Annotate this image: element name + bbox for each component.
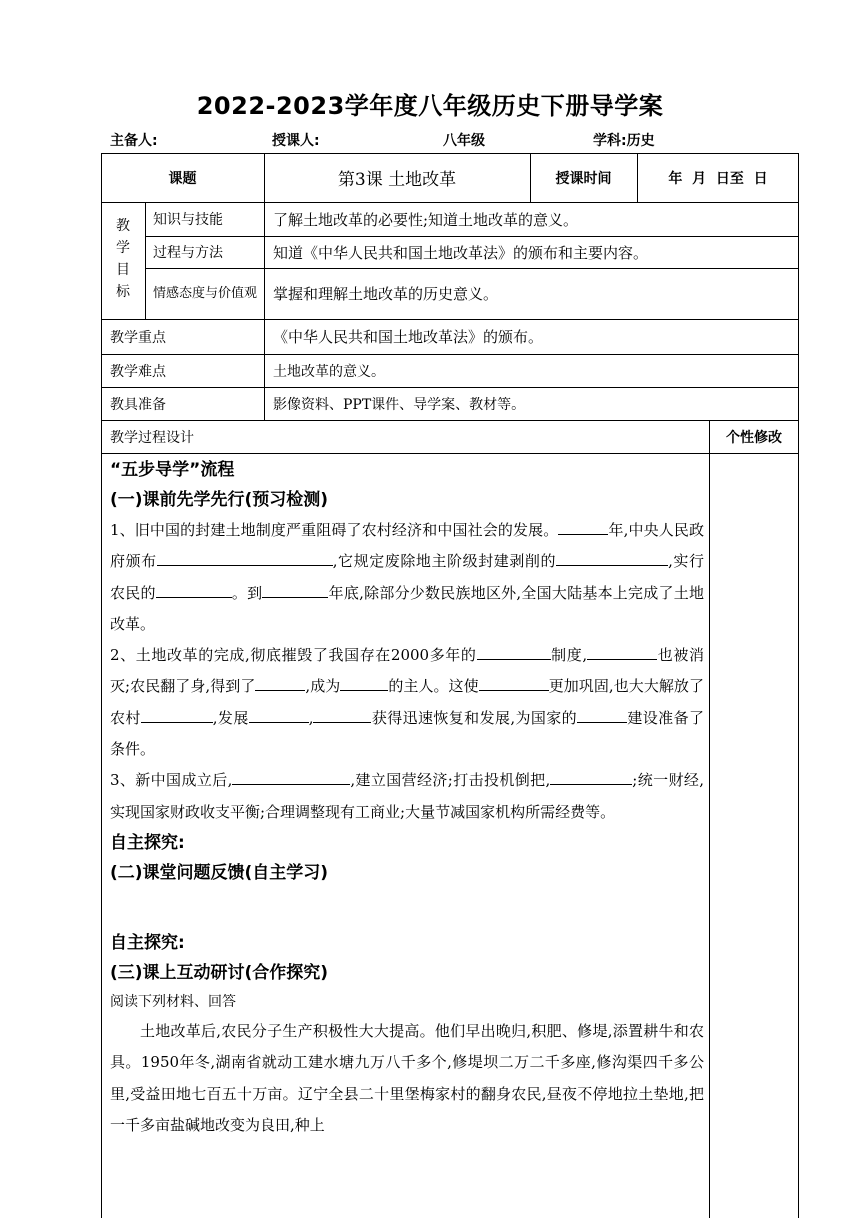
section-3-heading: (三)课上互动研讨(合作探究) (110, 962, 329, 983)
blank[interactable] (479, 674, 549, 691)
explore-heading-1: 自主探究: (110, 832, 185, 853)
difficulty-value: 土地改革的意义。 (273, 363, 385, 380)
time-value: 年 月 日至 日 (668, 170, 768, 187)
topic-label: 课题 (168, 170, 197, 187)
blank[interactable] (141, 706, 213, 723)
blank[interactable] (556, 549, 668, 566)
blank[interactable] (577, 706, 627, 723)
objective-value-process: 知道《中华人民共和国土地改革法》的颁布和主要内容。 (273, 243, 649, 262)
read-instruction: 阅读下列材料、回答 (110, 993, 236, 1010)
question-2: 2、土地改革的完成,彻底摧毁了我国存在2000多年的 制度, 也被消灭;农民翻了身,得到了 ,成为 的主人。这使 更加巩固,也大大解放了农村 ,发展 , 获得迅速恢复和发展,为国家的 建设准备了条件。 (110, 640, 704, 765)
blank[interactable] (157, 549, 333, 566)
question-3: 3、新中国成立后, ,建立国营经济;打击投机倒把, ;统一财经,实现国家财政收支平衡;合理调整现有工商业;大量节减国家机构所需经费等。 (110, 765, 704, 828)
document-title: 2022-2023学年度八年级历史下册导学案 (196, 92, 664, 120)
blank[interactable] (255, 674, 305, 691)
meta-grade: 八年级 (443, 133, 485, 149)
objective-label-knowledge: 知识与技能 (153, 212, 223, 228)
section-1-heading: (一)课前先学先行(预习检测) (110, 490, 329, 510)
topic-value: 第3课 土地改革 (337, 170, 457, 190)
blank[interactable] (232, 768, 350, 785)
objective-value-knowledge: 了解土地改革的必要性;知道土地改革的意义。 (273, 210, 579, 229)
section-2-heading: (二)课堂问题反馈(自主学习) (110, 862, 329, 883)
reading-material: 土地改革后,农民分子生产积极性大大提高。他们早出晚归,积肥、修堤,添置耕牛和农具。1950年冬,湖南省就动工建水塘九万八千多个,修堤坝二万二千多座,修沟渠四千多公里,受益田地七百五十万亩。辽宁全县二十里堡梅家村的翻身农民,昼夜不停地拉土垫地,把一千多亩盐碱地改变为良田,种上 (110, 1021, 704, 1134)
focus-value: 《中华人民共和国土地改革法》的颁布。 (273, 328, 544, 346)
blank[interactable] (262, 581, 328, 598)
meta-lead: 主备人: (110, 133, 158, 149)
blank[interactable] (313, 706, 371, 723)
blank[interactable] (156, 581, 232, 598)
time-label: 授课时间 (555, 170, 612, 187)
explore-heading-2: 自主探究: (110, 932, 185, 953)
blank[interactable] (550, 768, 632, 785)
meta-subject: 学科:历史 (593, 133, 655, 149)
objectives-label: 教 学 目 标 (116, 218, 130, 300)
objective-label-emotion: 情感态度与价值观 (153, 286, 258, 301)
process-label: 教学过程设计 (110, 429, 194, 446)
blank[interactable] (249, 706, 309, 723)
question-1: 1、旧中国的封建土地制度严重阻碍了农村经济和中国社会的发展。 年,中央人民政府颁布 ,它规定废除地主阶级封建剥削的 ,实行农民的 。到 年底,除部分少数民族地区外,全国大陆基本上完成了土地改革。 (110, 515, 704, 640)
materials-label: 教具准备 (110, 396, 166, 413)
edit-label: 个性修改 (726, 429, 782, 446)
flow-heading: “五步导学”流程 (110, 460, 235, 480)
blank[interactable] (587, 643, 657, 660)
blank[interactable] (340, 674, 388, 691)
focus-label: 教学重点 (110, 329, 166, 346)
blank[interactable] (477, 643, 551, 660)
objective-value-emotion: 掌握和理解土地改革的历史意义。 (273, 285, 499, 303)
blank[interactable] (558, 518, 608, 535)
materials-value: 影像资料、PPT课件、导学案、教材等。 (273, 396, 526, 413)
meta-teacher: 授课人: (272, 133, 320, 149)
process-content (110, 455, 704, 1141)
objective-label-process: 过程与方法 (153, 245, 223, 261)
difficulty-label: 教学难点 (110, 363, 166, 380)
